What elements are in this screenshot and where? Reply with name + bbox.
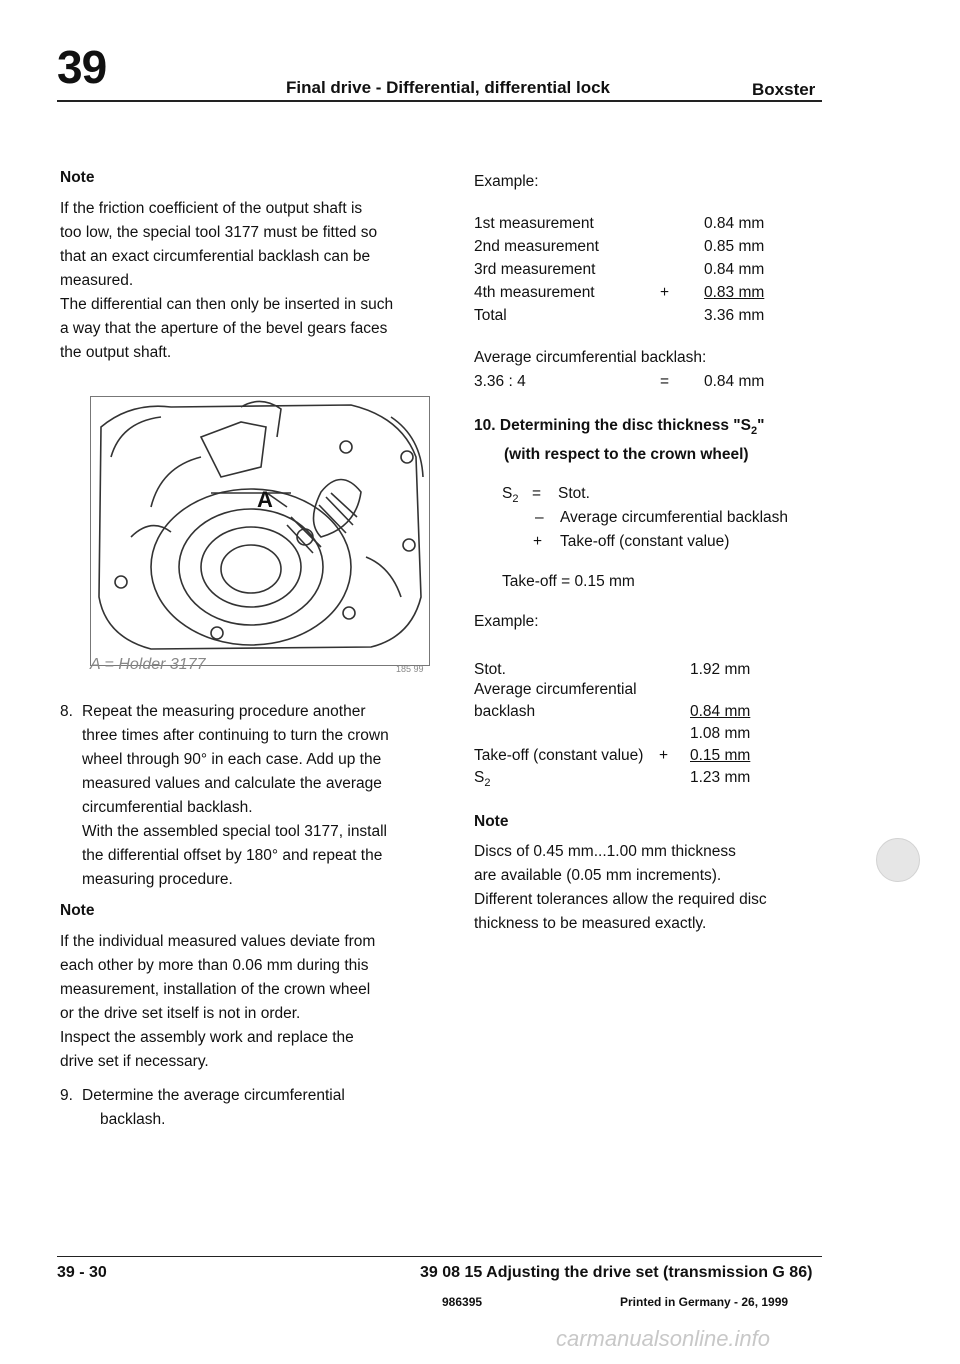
- note-heading: Note: [60, 902, 95, 919]
- average-calculation: 3.36 : 4 = 0.84 mm: [474, 373, 765, 390]
- table-row: 4th measurement + 0.83 mm: [474, 284, 765, 301]
- differential-drawing: [91, 397, 429, 657]
- document-number: 986395: [442, 1295, 483, 1309]
- note-body: Discs of 0.45 mm...1.00 mm thickness are available (0.05 mm increments). Different tolerances allow the required disc thickness to be measured exactly.: [474, 843, 767, 932]
- page-header-title: Final drive - Differential, differential lock: [286, 78, 611, 97]
- table-row: 3rd measurement 0.84 mm: [474, 261, 765, 278]
- figure-number: 185 99: [396, 664, 424, 674]
- table-row: 1st measurement 0.84 mm: [474, 215, 765, 232]
- watermark: carmanualsonline.info: [556, 1326, 771, 1351]
- differential-figure: [90, 396, 430, 666]
- footer-section-title: 39 08 15 Adjusting the drive set (transmission G 86): [420, 1264, 813, 1281]
- note-heading: Note: [60, 169, 95, 186]
- note-body: If the friction coefficient of the output shaft is too low, the special tool 3177 must be fitted so that an exact circumferential backlash can be measured. The differential can then only be inserted in such a way that the aperture of the bevel gears faces the output shaft.: [60, 200, 394, 361]
- table-row: 2nd measurement 0.85 mm: [474, 238, 765, 255]
- model-name: Boxster: [752, 80, 816, 99]
- formula: $S_2$ = Stot. – Average circumferential backlash + Take-off (constant value): [502, 485, 789, 550]
- measurement-table: [474, 212, 774, 327]
- takeoff-value: Take-off = 0.15 mm: [502, 573, 635, 590]
- table-row: Total 3.36 mm: [474, 307, 765, 324]
- step-number: 9.: [60, 1087, 73, 1104]
- step-10-heading: 10. Determining the disc thickness "$S_2$" (with respect to the crown wheel): [474, 417, 765, 464]
- chapter-number: 39: [57, 41, 107, 93]
- step-number: 8.: [60, 703, 73, 720]
- example-label: Example:: [474, 173, 539, 190]
- figure-caption: A = Holder 3177: [90, 656, 206, 673]
- average-label: Average circumferential backlash:: [474, 349, 707, 366]
- note-heading: Note: [474, 813, 509, 830]
- note-body: If the individual measured values deviate from each other by more than 0.06 mm during this measurement, installation of the crown wheel or the drive set itself is not in order. Inspect the assembly work and replace the drive set if necessary.: [60, 933, 376, 1070]
- header-rule: [57, 100, 822, 102]
- step-8: 8. Repeat the measuring procedure another three times after continuing to turn the crown wheel through 90° in each case. Add up the measured values and calculate the average circumferential backlash. With the assembled special tool 3177, install the differential offset by 180° and repeat the measuring procedure.: [60, 700, 435, 892]
- footer-rule: [57, 1256, 822, 1257]
- page-number: 39 - 30: [57, 1264, 107, 1281]
- figure-label-a: A: [257, 487, 273, 512]
- punch-hole: [876, 838, 920, 882]
- example-label: Example:: [474, 613, 539, 630]
- step-9: 9. Determine the average circumferential backlash.: [60, 1084, 435, 1132]
- printed-note: Printed in Germany - 26, 1999: [620, 1295, 789, 1309]
- example-calculation: Stot. 1.92 mm Average circumferential backlash 0.84 mm 1.08 mm Take-off (constant value) + 0.15 mm $S_2$ 1.23 mm: [474, 661, 751, 790]
